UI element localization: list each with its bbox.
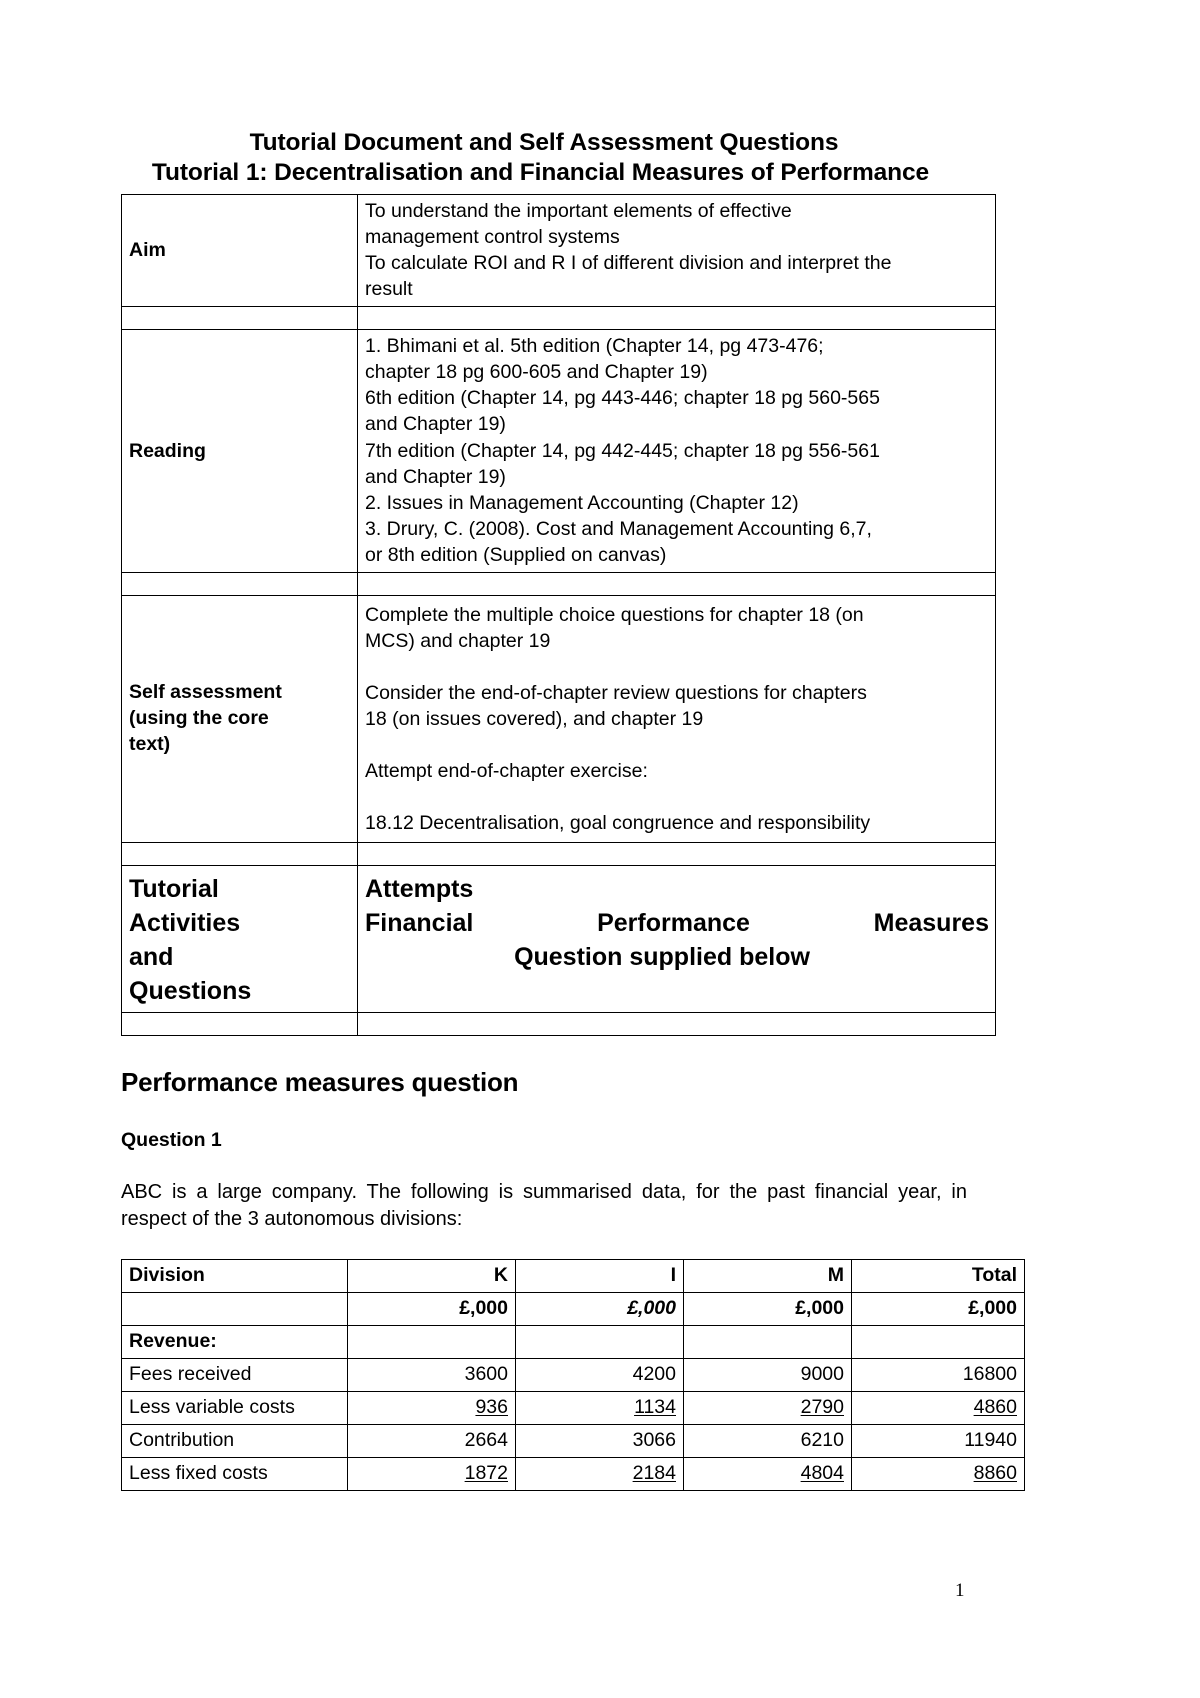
table-row <box>122 1326 1025 1359</box>
tutorial-activities-line-1: Attempts <box>365 874 474 903</box>
data-cell: 4200 <box>516 1359 684 1392</box>
self-assessment-label-line-1: Self assessment <box>129 681 282 704</box>
reading-line-9: or 8th edition (Supplied on canvas) <box>365 543 667 566</box>
tutorial-activities-line-3: Question supplied below <box>514 942 810 971</box>
units-cell-i: £,000 <box>516 1293 684 1326</box>
division-data-table <box>121 1259 1025 1491</box>
aim-line-2: management control systems <box>365 226 620 249</box>
aim-line-4: result <box>365 278 413 301</box>
spacer-cell-right-4 <box>358 1012 996 1035</box>
spacer-cell-left-1 <box>122 307 358 330</box>
data-cell: 9000 <box>684 1359 852 1392</box>
underlined-value: 1872 <box>464 1462 508 1485</box>
data-cell <box>348 1458 516 1491</box>
data-cell: 3066 <box>516 1425 684 1458</box>
data-cell: 16800 <box>852 1359 1025 1392</box>
self-assessment-label-line-2: (using the core <box>129 707 269 730</box>
page-number: 1 <box>955 1580 965 1601</box>
underlined-value: 4804 <box>800 1462 844 1485</box>
data-cell <box>684 1458 852 1491</box>
row-label: Less variable costs <box>122 1392 348 1425</box>
reading-line-3: 6th edition (Chapter 14, pg 443-446; chapter 18 pg 560-565 <box>365 387 880 410</box>
data-cell <box>684 1392 852 1425</box>
reading-line-4: and Chapter 19) <box>365 413 506 436</box>
underlined-value: 4860 <box>973 1396 1017 1419</box>
data-cell <box>852 1392 1025 1425</box>
underlined-value: 8860 <box>973 1462 1017 1485</box>
underlined-value: 2184 <box>632 1462 676 1485</box>
underlined-value: 2790 <box>800 1396 844 1419</box>
data-cell: 2664 <box>348 1425 516 1458</box>
aim-line-1: To understand the important elements of effective <box>365 200 792 223</box>
self-assessment-label-line-3: text) <box>129 733 171 756</box>
underlined-value: 1134 <box>634 1396 676 1419</box>
row-label: Revenue: <box>122 1326 348 1359</box>
document-content <box>121 128 1017 1491</box>
spacer-row-3 <box>122 842 996 865</box>
reading-line-1: 1. Bhimani et al. 5th edition (Chapter 14, pg 473-476; <box>365 335 824 358</box>
column-header-total: Total <box>852 1260 1025 1293</box>
spacer-cell-right-1 <box>358 307 996 330</box>
tutorial-activities-label-line-1: Tutorial <box>129 874 219 903</box>
underlined-value: 936 <box>475 1396 508 1419</box>
reading-line-2: chapter 18 pg 600-605 and Chapter 19) <box>365 361 708 384</box>
spacer-cell-left-2 <box>122 572 358 595</box>
question-intro-text: ABC is a large company. The following is summarised data, for the past financial year, in respect of the 3 autonomous divisions: <box>121 1180 967 1230</box>
question-label: Question 1 <box>121 1129 222 1152</box>
tutorial-activities-label <box>122 865 358 1012</box>
page-title <box>121 128 967 188</box>
self-assessment-para2-line-2: 18 (on issues covered), and chapter 19 <box>365 707 704 730</box>
section-heading: Performance measures question <box>121 1066 519 1097</box>
row-label: Fees received <box>122 1359 348 1392</box>
spacer-cell-right-2 <box>358 572 996 595</box>
title-line-1: Tutorial Document and Self Assessment Questions <box>249 129 839 156</box>
tutorial-info-table <box>121 194 996 1036</box>
tutorial-activities-line-2: Financial Performance Measures <box>365 908 989 937</box>
data-cell <box>516 1392 684 1425</box>
tutorial-activities-label-line-4: Questions <box>129 976 252 1005</box>
table-row <box>122 1458 1025 1491</box>
self-assessment-para3: Attempt end-of-chapter exercise: <box>365 759 648 782</box>
spacer-cell-right-3 <box>358 842 996 865</box>
self-assessment-para4: 18.12 Decentralisation, goal congruence and responsibility <box>365 811 871 834</box>
spacer-row-2 <box>122 572 996 595</box>
tutorial-activities-body <box>358 865 996 1012</box>
reading-line-5: 7th edition (Chapter 14, pg 442-445; chapter 18 pg 556-561 <box>365 439 880 462</box>
column-header-k: K <box>348 1260 516 1293</box>
aim-label: Aim <box>122 195 358 307</box>
table-row <box>122 1425 1025 1458</box>
tutorial-activities-label-line-2: Activities <box>129 908 241 937</box>
units-cell-total: £,000 <box>852 1293 1025 1326</box>
row-label: Contribution <box>122 1425 348 1458</box>
table-row <box>122 1359 1025 1392</box>
data-cell: 11940 <box>852 1425 1025 1458</box>
data-cell: 6210 <box>684 1425 852 1458</box>
column-header-m: M <box>684 1260 852 1293</box>
reading-row <box>122 330 996 572</box>
self-assessment-gap-1 <box>365 654 989 680</box>
column-header-i: I <box>516 1260 684 1293</box>
data-cell <box>348 1392 516 1425</box>
self-assessment-row <box>122 595 996 842</box>
units-cell-m: £,000 <box>684 1293 852 1326</box>
data-cell: 3600 <box>348 1359 516 1392</box>
table-units-row <box>122 1293 1025 1326</box>
reading-label: Reading <box>122 330 358 572</box>
data-cell <box>684 1326 852 1359</box>
reading-line-7: 2. Issues in Management Accounting (Chapter 12) <box>365 491 799 514</box>
aim-body <box>358 195 996 307</box>
data-cell <box>516 1458 684 1491</box>
self-assessment-body <box>358 595 996 842</box>
self-assessment-para1-line-1: Complete the multiple choice questions for chapter 18 (on <box>365 603 864 626</box>
self-assessment-label <box>122 595 358 842</box>
aim-line-3: To calculate ROI and R I of different division and interpret the <box>365 252 892 275</box>
spacer-cell-left-4 <box>122 1012 358 1035</box>
reading-line-8: 3. Drury, C. (2008). Cost and Management Accounting 6,7, <box>365 517 872 540</box>
tutorial-activities-label-line-3: and <box>129 942 174 971</box>
units-cell-division <box>122 1293 348 1326</box>
spacer-row-1 <box>122 307 996 330</box>
table-header-row <box>122 1260 1025 1293</box>
self-assessment-para1-line-2: MCS) and chapter 19 <box>365 629 551 652</box>
row-label: Less fixed costs <box>122 1458 348 1491</box>
spacer-cell-left-3 <box>122 842 358 865</box>
reading-body <box>358 330 996 572</box>
reading-line-6: and Chapter 19) <box>365 465 506 488</box>
self-assessment-gap-2 <box>365 732 989 758</box>
self-assessment-para2-line-1: Consider the end-of-chapter review questions for chapters <box>365 681 867 704</box>
table-row <box>122 1392 1025 1425</box>
title-line-2: Tutorial 1: Decentralisation and Financial Measures of Performance <box>151 159 930 187</box>
data-cell <box>348 1326 516 1359</box>
self-assessment-gap-3 <box>365 784 989 810</box>
column-header-division: Division <box>122 1260 348 1293</box>
units-cell-k: £,000 <box>348 1293 516 1326</box>
data-cell <box>516 1326 684 1359</box>
spacer-row-4 <box>122 1012 996 1035</box>
aim-row <box>122 195 996 307</box>
data-cell <box>852 1326 1025 1359</box>
tutorial-activities-row <box>122 865 996 1012</box>
data-cell <box>852 1458 1025 1491</box>
